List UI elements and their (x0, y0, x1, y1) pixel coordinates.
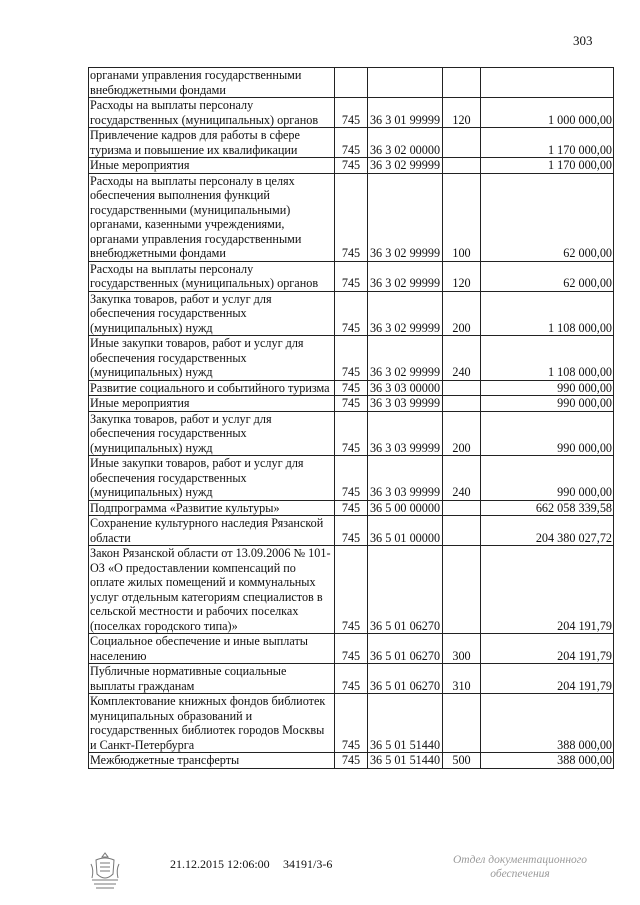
row-type-cell: 100 (443, 173, 481, 261)
row-code-cell: 36 3 01 99999 (368, 98, 443, 128)
row-type-cell: 500 (443, 753, 481, 769)
row-group-cell: 745 (335, 98, 368, 128)
row-group-cell: 745 (335, 500, 368, 516)
page-number: 303 (573, 33, 593, 48)
table-row (89, 261, 614, 291)
row-code-cell: 36 3 02 00000 (368, 128, 443, 158)
stamp-line-1: Отдел документационного (452, 854, 588, 866)
row-code-cell (368, 68, 443, 98)
row-code-cell: 36 5 01 51440 (368, 753, 443, 769)
row-code-cell: 36 3 03 99999 (368, 456, 443, 501)
row-group-cell: 745 (335, 158, 368, 174)
table-row (89, 128, 614, 158)
row-name-cell: Закупка товаров, работ и услуг для обеспечения государственных (муниципальных) нужд (89, 291, 335, 336)
row-code-cell: 36 5 01 51440 (368, 694, 443, 753)
row-group-cell: 745 (335, 396, 368, 412)
row-group-cell: 745 (335, 261, 368, 291)
row-sum-cell: 204 191,79 (481, 546, 614, 634)
row-sum-cell: 990 000,00 (481, 456, 614, 501)
row-type-cell (443, 396, 481, 412)
row-sum-cell: 990 000,00 (481, 396, 614, 412)
row-code-cell: 36 3 02 99999 (368, 158, 443, 174)
table-row (89, 336, 614, 381)
row-name-cell: Иные закупки товаров, работ и услуг для обеспечения государственных (муниципальных) нужд (89, 456, 335, 501)
row-name-cell: Иные мероприятия (89, 396, 335, 412)
table-row (89, 694, 614, 753)
table-row (89, 753, 614, 769)
row-type-cell (443, 158, 481, 174)
row-group-cell: 745 (335, 173, 368, 261)
row-type-cell: 120 (443, 261, 481, 291)
row-name-cell: Расходы на выплаты персоналу в целях обеспечения выполнения функций государственными (муниципальными) органами, казенными учреждениями, органами управления государственными внебюджетными фондами (89, 173, 335, 261)
row-group-cell: 745 (335, 291, 368, 336)
table-row (89, 634, 614, 664)
row-type-cell: 200 (443, 411, 481, 456)
row-code-cell: 36 3 02 99999 (368, 336, 443, 381)
row-sum-cell: 1 170 000,00 (481, 128, 614, 158)
table-row (89, 380, 614, 396)
row-type-cell (443, 694, 481, 753)
row-sum-cell: 204 380 027,72 (481, 516, 614, 546)
row-name-cell: Публичные нормативные социальные выплаты гражданам (89, 664, 335, 694)
table-row (89, 546, 614, 634)
row-type-cell (443, 546, 481, 634)
row-code-cell: 36 5 01 06270 (368, 664, 443, 694)
row-code-cell: 36 5 01 06270 (368, 634, 443, 664)
table-row (89, 456, 614, 501)
row-name-cell: Расходы на выплаты персоналу государственных (муниципальных) органов (89, 98, 335, 128)
stamp-line-2: обеспечения (490, 868, 550, 880)
row-name-cell: Закупка товаров, работ и услуг для обеспечения государственных (муниципальных) нужд (89, 411, 335, 456)
budget-table (88, 67, 614, 769)
table-row (89, 98, 614, 128)
row-code-cell: 36 3 03 99999 (368, 396, 443, 412)
table-row (89, 396, 614, 412)
row-name-cell: Сохранение культурного наследия Рязанской области (89, 516, 335, 546)
row-group-cell: 745 (335, 516, 368, 546)
row-group-cell: 745 (335, 753, 368, 769)
row-group-cell: 745 (335, 456, 368, 501)
row-name-cell: Привлечение кадров для работы в сфере туризма и повышение их квалификации (89, 128, 335, 158)
row-group-cell: 745 (335, 128, 368, 158)
row-group-cell: 745 (335, 664, 368, 694)
table-row (89, 68, 614, 98)
row-sum-cell: 388 000,00 (481, 694, 614, 753)
footer-datetime: 21.12.2015 12:06:00 (170, 857, 270, 871)
row-code-cell: 36 5 01 00000 (368, 516, 443, 546)
row-code-cell: 36 3 02 99999 (368, 261, 443, 291)
row-sum-cell: 662 058 339,58 (481, 500, 614, 516)
row-type-cell (443, 128, 481, 158)
row-type-cell (443, 68, 481, 98)
row-code-cell: 36 3 02 99999 (368, 173, 443, 261)
footer-doc-number: 34191/3-6 (283, 857, 333, 871)
table-row (89, 516, 614, 546)
row-group-cell: 745 (335, 411, 368, 456)
budget-table-body (89, 68, 614, 769)
row-sum-cell: 990 000,00 (481, 380, 614, 396)
table-row (89, 500, 614, 516)
department-stamp (440, 853, 600, 881)
row-type-cell: 240 (443, 336, 481, 381)
table-row (89, 291, 614, 336)
row-name-cell: Межбюджетные трансферты (89, 753, 335, 769)
row-name-cell: Иные мероприятия (89, 158, 335, 174)
row-sum-cell (481, 68, 614, 98)
row-type-cell: 310 (443, 664, 481, 694)
row-name-cell: Расходы на выплаты персоналу государственных (муниципальных) органов (89, 261, 335, 291)
row-group-cell: 745 (335, 694, 368, 753)
coat-of-arms-icon (88, 850, 122, 890)
row-sum-cell: 62 000,00 (481, 261, 614, 291)
table-row (89, 158, 614, 174)
row-code-cell: 36 3 03 00000 (368, 380, 443, 396)
row-name-cell: Развитие социального и событийного туризма (89, 380, 335, 396)
row-group-cell: 745 (335, 634, 368, 664)
row-group-cell: 745 (335, 380, 368, 396)
row-sum-cell: 62 000,00 (481, 173, 614, 261)
row-sum-cell: 204 191,79 (481, 664, 614, 694)
row-group-cell: 745 (335, 336, 368, 381)
table-row (89, 173, 614, 261)
row-name-cell: Закон Рязанской области от 13.09.2006 № 101-ОЗ «О предоставлении компенсаций по оплате жилых помещений и коммунальных услуг отдельным категориям специалистов в сельской местности и рабочих поселках (поселках городского типа)» (89, 546, 335, 634)
row-type-cell: 120 (443, 98, 481, 128)
row-type-cell (443, 516, 481, 546)
row-group-cell (335, 68, 368, 98)
row-sum-cell: 1 108 000,00 (481, 291, 614, 336)
row-code-cell: 36 5 01 06270 (368, 546, 443, 634)
table-row (89, 411, 614, 456)
row-name-cell: органами управления государственными внебюджетными фондами (89, 68, 335, 98)
row-sum-cell: 1 170 000,00 (481, 158, 614, 174)
row-group-cell: 745 (335, 546, 368, 634)
row-code-cell: 36 3 03 99999 (368, 411, 443, 456)
row-sum-cell: 1 000 000,00 (481, 98, 614, 128)
row-name-cell: Иные закупки товаров, работ и услуг для обеспечения государственных (муниципальных) нужд (89, 336, 335, 381)
row-sum-cell: 204 191,79 (481, 634, 614, 664)
row-sum-cell: 990 000,00 (481, 411, 614, 456)
row-name-cell: Социальное обеспечение и иные выплаты населению (89, 634, 335, 664)
row-type-cell (443, 380, 481, 396)
row-type-cell: 300 (443, 634, 481, 664)
row-type-cell: 240 (443, 456, 481, 501)
row-sum-cell: 1 108 000,00 (481, 336, 614, 381)
row-name-cell: Комплектование книжных фондов библиотек муниципальных образований и государственных библиотек городов Москвы и Санкт-Петербурга (89, 694, 335, 753)
row-code-cell: 36 5 00 00000 (368, 500, 443, 516)
row-type-cell (443, 500, 481, 516)
table-row (89, 664, 614, 694)
row-type-cell: 200 (443, 291, 481, 336)
row-sum-cell: 388 000,00 (481, 753, 614, 769)
row-name-cell: Подпрограмма «Развитие культуры» (89, 500, 335, 516)
row-code-cell: 36 3 02 99999 (368, 291, 443, 336)
